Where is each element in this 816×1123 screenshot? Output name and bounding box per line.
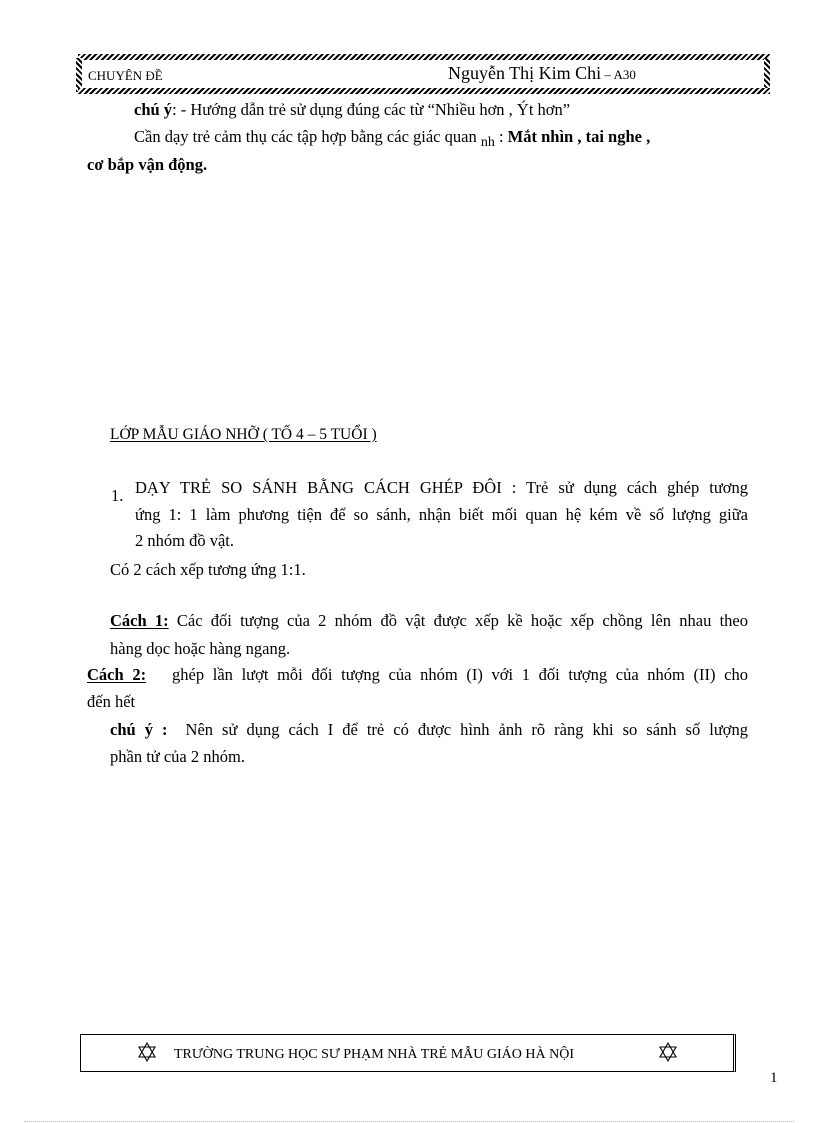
senses-text: Cần dạy trẻ cảm thụ các tập hợp bằng các giác quan [134,127,477,146]
cach1-line-2: hàng dọc hoặc hàng ngang. [110,639,291,658]
cach1-text: Các đối tượng của 2 nhóm đồ vật được xếp kề hoặc xếp chồng lên nhau theo [168,611,748,630]
note-text: : - Hướng dẫn trẻ sử dụng đúng các từ “Nhiều hơn , Ýt hơn” [172,100,571,119]
page-boundary [24,1121,794,1122]
star-of-david-icon [137,1042,157,1062]
item-line-3: 2 nhóm đồ vật. [135,531,234,550]
senses-bold-2: cơ bắp vận động. [87,155,208,174]
senses-colon: : [494,127,508,146]
author-name: Nguyễn Thị Kim Chi [448,63,602,83]
cach2-text: ghép lần lượt mỗi đối tượng của nhóm (I) với 1 đối tượng của nhóm (II) cho [146,665,748,684]
star-of-david-icon [658,1042,678,1062]
cach1-line [110,608,748,634]
header-title: CHUYÊN ĐỀ [88,68,163,83]
page-number: 1 [770,1070,778,1086]
footer-box [80,1034,736,1072]
note2-line [110,717,748,743]
section-title [110,422,377,448]
senses-line-2 [87,152,207,178]
header-author [448,63,636,84]
item-line-2: ứng 1: 1 làm phương tiện để so sánh, nhận biết mối quan hệ kém về số lượng giữa [135,505,748,524]
note-line [134,97,570,123]
header-border-bottom [78,88,770,94]
cach1-label: Cách 1: [110,611,169,630]
author-code: – A30 [601,67,636,82]
cach2-line-2: đến hết [87,692,136,711]
senses-line [134,124,650,152]
cach2-line [87,662,748,688]
note-label: chú ý [134,100,173,119]
page-header [82,60,764,88]
note2-text: Nên sử dụng cách I để trẻ có được hình ảnh rõ ràng khi so sánh số lượng [167,720,748,739]
note2-line-2: phần tử của 2 nhóm. [110,747,245,766]
school-name: TRƯỜNG TRUNG HỌC SƯ PHẠM NHÀ TRẺ MẪU GIÁO HÀ NỘI [174,1047,574,1062]
cach2-label: Cách 2: [87,665,147,684]
item-number: 1. [111,486,124,505]
header-border-right [764,58,770,92]
senses-bold: Mắt nhìn , tai nghe , [507,127,651,146]
ways-line: Có 2 cách xếp tương ứng 1:1. [110,560,306,579]
section-title-text: LỚP MẪU GIÁO NHỠ ( TỐ 4 – 5 TUỔI ) [110,426,377,443]
note2-label: chú ý : [110,720,168,739]
senses-subscript: nh [480,135,495,150]
item-line-1: DẠY TRẺ SO SÁNH BẰNG CÁCH GHÉP ĐÔI : Trẻ sử dụng cách ghép tương [135,478,748,497]
